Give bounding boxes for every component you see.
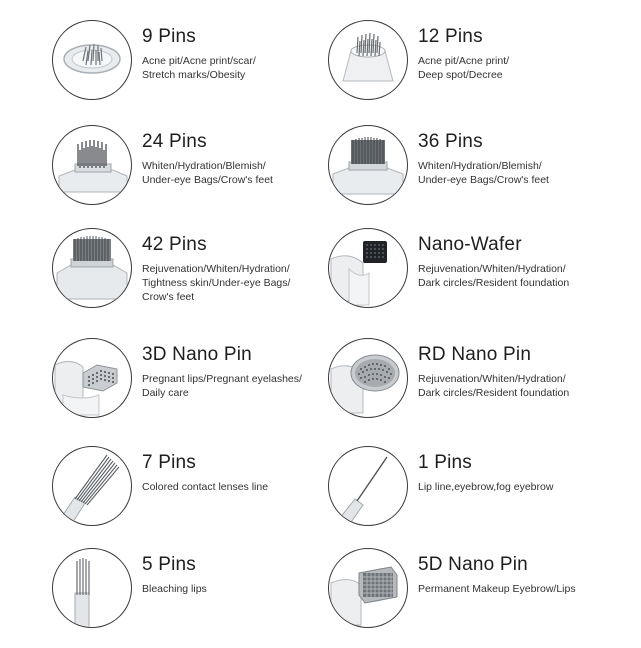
cartridge-description-line: Stretch marks/Obesity (142, 69, 246, 81)
cartridge-title: 36 Pins (418, 131, 483, 152)
cartridge-description-line: Permanent Makeup Eyebrow/Lips (418, 583, 576, 595)
5d-nano-pin-cartridge-icon (328, 548, 408, 628)
cartridge-description-line: Acne pit/Acne print/scar/ (142, 55, 256, 67)
needle-cartridge-36-pin-icon (328, 125, 408, 205)
cartridge-item (52, 548, 372, 648)
cartridge-item (328, 228, 641, 328)
cartridge-title: RD Nano Pin (418, 344, 532, 365)
cartridge-description-line: Whiten/Hydration/Blemish/ (418, 160, 542, 172)
cartridge-item (328, 20, 641, 120)
cartridge-title: Nano-Wafer (418, 234, 522, 255)
needle-cartridge-9-pin-icon (52, 20, 132, 100)
needle-1-pin-icon (328, 446, 408, 526)
cartridge-description-line: Deep spot/Decree (418, 69, 503, 81)
cartridge-item (52, 125, 372, 225)
cartridge-description (418, 262, 641, 290)
cartridge-description-line: Rejuvenation/Whiten/Hydration/ (142, 263, 290, 275)
cartridge-description (418, 582, 641, 596)
cartridge-description-line: Under-eye Bags/Crow's feet (142, 174, 273, 186)
cartridge-item (52, 20, 372, 120)
cartridge-title: 42 Pins (142, 234, 207, 255)
cartridge-description (418, 480, 641, 494)
needle-cartridge-42-pin-icon (52, 228, 132, 308)
cartridge-item (52, 228, 372, 328)
cartridge-description-line: Under-eye Bags/Crow's feet (418, 174, 549, 186)
nano-wafer-cartridge-icon (328, 228, 408, 308)
cartridge-title: 24 Pins (142, 131, 207, 152)
cartridge-item (52, 338, 372, 438)
cartridge-description-line: Rejuvenation/Whiten/Hydration/ (418, 263, 566, 275)
cartridge-description-line: Bleaching lips (142, 583, 207, 595)
cartridge-item (328, 446, 641, 546)
cartridge-description-line: Whiten/Hydration/Blemish/ (142, 160, 266, 172)
needle-7-pin-icon (52, 446, 132, 526)
cartridge-description-line: Acne pit/Acne print/ (418, 55, 510, 67)
cartridge-item (328, 338, 641, 438)
cartridge-title: 3D Nano Pin (142, 344, 252, 365)
cartridge-description-line: Pregnant lips/Pregnant eyelashes/ (142, 373, 302, 385)
cartridge-description (418, 159, 641, 187)
cartridge-description-line: Dark circles/Resident foundation (418, 387, 570, 399)
needle-5-pin-icon (52, 548, 132, 628)
needle-cartridge-12-pin-icon (328, 20, 408, 100)
rd-nano-pin-cartridge-icon (328, 338, 408, 418)
cartridge-description-line: Daily care (142, 387, 189, 399)
3d-nano-pin-cartridge-icon (52, 338, 132, 418)
cartridge-title: 1 Pins (418, 452, 473, 473)
cartridge-title: 5D Nano Pin (418, 554, 528, 575)
cartridge-item (52, 446, 372, 546)
cartridge-description-line: Rejuvenation/Whiten/Hydration/ (418, 373, 566, 385)
cartridge-title: 12 Pins (418, 26, 483, 47)
cartridge-title: 7 Pins (142, 452, 197, 473)
cartridge-description-line: Colored contact lenses line (142, 481, 269, 493)
cartridge-item (328, 548, 641, 648)
cartridge-title: 5 Pins (142, 554, 197, 575)
cartridge-title: 9 Pins (142, 26, 197, 47)
cartridge-description-line: Dark circles/Resident foundation (418, 277, 570, 289)
cartridge-description-line: Lip line,eyebrow,fog eyebrow (418, 481, 554, 493)
cartridge-description-line: Tightness skin/Under-eye Bags/ (142, 277, 291, 289)
cartridge-description-line: Crow's feet (142, 291, 195, 303)
needle-cartridge-24-pin-icon (52, 125, 132, 205)
cartridge-item (328, 125, 641, 225)
cartridge-description (418, 372, 641, 400)
cartridge-description (418, 54, 641, 82)
